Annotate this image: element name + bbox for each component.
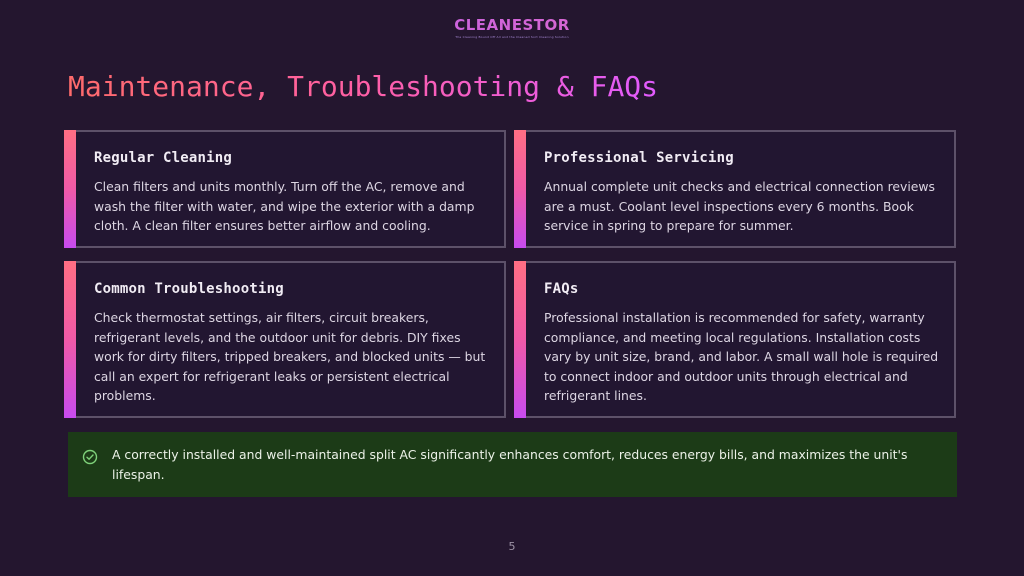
- brand-logo: [0, 16, 1024, 39]
- card-title: Regular Cleaning: [94, 150, 233, 166]
- card-body: Clean filters and units monthly. Turn off the AC, remove and wash the filter with water, and wipe the exterior with a damp cloth. A clean filter ensures better airflow and cooling.: [94, 179, 475, 234]
- card-professional-servicing: [514, 130, 956, 248]
- card-common-troubleshooting: [64, 261, 506, 418]
- logo-tagline: The Cleaning Bound Off All and the Cleaned Sort Cleaning Solution: [455, 35, 569, 39]
- card-title: FAQs: [544, 281, 579, 297]
- card-title: Common Troubleshooting: [94, 281, 284, 297]
- page-number: 5: [508, 540, 516, 553]
- card-title: Professional Servicing: [544, 150, 734, 166]
- card-regular-cleaning: [64, 130, 506, 248]
- check-circle-icon: [82, 449, 98, 465]
- card-body: Annual complete unit checks and electrical connection reviews are a must. Coolant level inspections every 6 months. Book service in spring to prepare for summer.: [544, 179, 936, 234]
- card-body: Check thermostat settings, air filters, circuit breakers, refrigerant levels, and the outdoor unit for debris. DIY fixes work for dirty filters, tripped breakers, and blocked units — but call an expert for refrigerant leaks or persistent electrical problems.: [94, 310, 486, 404]
- card-body: Professional installation is recommended for safety, warranty compliance, and meeting local regulations. Installation costs vary by unit size, brand, and labor. A small wall hole is required to connect indoor and outdoor units through electrical and refrigerant lines.: [544, 310, 939, 404]
- card-faqs: [514, 261, 956, 418]
- logo-wordmark: CLEANESTOR: [0, 16, 1024, 34]
- slide-title: Maintenance, Troubleshooting & FAQs: [68, 70, 659, 103]
- callout-text: A correctly installed and well-maintained split AC significantly enhances comfort, reduces energy bills, and maximizes the unit's lifespan.: [112, 447, 908, 482]
- summary-callout: [68, 432, 957, 497]
